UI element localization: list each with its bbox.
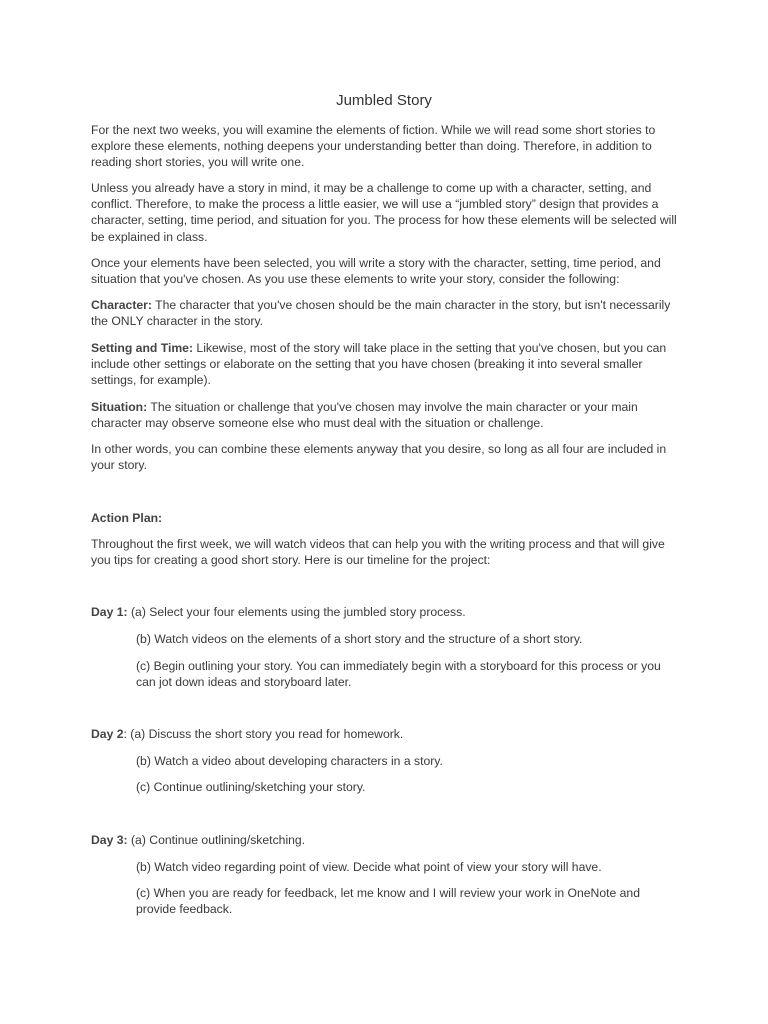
once-paragraph: Once your elements have been selected, you will write a story with the character, setting, time period, and situation that you've chosen. As you use these elements to write your story, consider the following: (91, 256, 661, 287)
other-words-paragraph: In other words, you can combine these elements anyway that you desire, so long as all four are included in your story. (91, 442, 667, 473)
action-plan-heading: Action Plan: (91, 511, 163, 525)
day-1-item-c: (c) Begin outlining your story. You can immediately begin with a storyboard for this process or you can jot down ideas and storyboard later. (136, 659, 661, 690)
day-2-item-a: : (a) Discuss the short story you read for homework. (123, 727, 404, 741)
action-plan-paragraph: Throughout the first week, we will watch videos that can help you with the writing process and that will give you tips for creating a good short story. Here is our timeline for the project: (91, 537, 665, 568)
character-paragraph (91, 297, 681, 329)
setting-paragraph (91, 340, 681, 389)
setting-text: Likewise, most of the story will take place in the setting that you've chosen, but you can include other settings or elaborate on the setting that you have chosen (breaking it into several smaller settings, for example). (91, 341, 667, 388)
situation-text: The situation or challenge that you've chosen may involve the main character or your main character may observe someone else who must deal with the situation or challenge. (91, 400, 638, 431)
day-1-line (91, 604, 681, 620)
setting-label: Setting and Time: (91, 341, 194, 355)
day-2-item-c: (c) Continue outlining/sketching your story. (136, 780, 366, 794)
day-3-item-b: (b) Watch video regarding point of view. Decide what point of view your story will have. (136, 860, 602, 874)
situation-paragraph (91, 399, 681, 431)
day-2-line (91, 726, 681, 742)
day-2-item-b: (b) Watch a video about developing characters in a story. (136, 754, 443, 768)
day-3-item-a: (a) Continue outlining/sketching. (127, 833, 306, 847)
day-1-item-a: (a) Select your four elements using the jumbled story process. (127, 605, 466, 619)
day-2-label: Day 2 (91, 727, 124, 741)
page-title: Jumbled Story (336, 92, 432, 109)
intro-paragraph: For the next two weeks, you will examine the elements of fiction. While we will read some short stories to explore these elements, nothing deepens your understanding better than doing. Therefore, in addition to reading short stories, you will write one. (91, 123, 656, 170)
day-3-item-c: (c) When you are ready for feedback, let me know and I will review your work in OneNote and provide feedback. (136, 886, 640, 917)
situation-label: Situation: (91, 400, 148, 414)
unless-paragraph: Unless you already have a story in mind, it may be a challenge to come up with a character, setting, and conflict. Therefore, to make the process a little easier, we will use a “jumbled story” design that provides a character, setting, time period, and situation for you. The process for how these elements will be selected will be explained in class. (91, 181, 677, 244)
day-3-line (91, 832, 681, 848)
day-1-label: Day 1: (91, 605, 128, 619)
character-text: The character that you've chosen should be the main character in the story, but isn't necessarily the ONLY character in the story. (91, 298, 671, 329)
day-1-item-b: (b) Watch videos on the elements of a short story and the structure of a short story. (136, 632, 583, 646)
day-3-label: Day 3: (91, 833, 128, 847)
character-label: Character: (91, 298, 152, 312)
